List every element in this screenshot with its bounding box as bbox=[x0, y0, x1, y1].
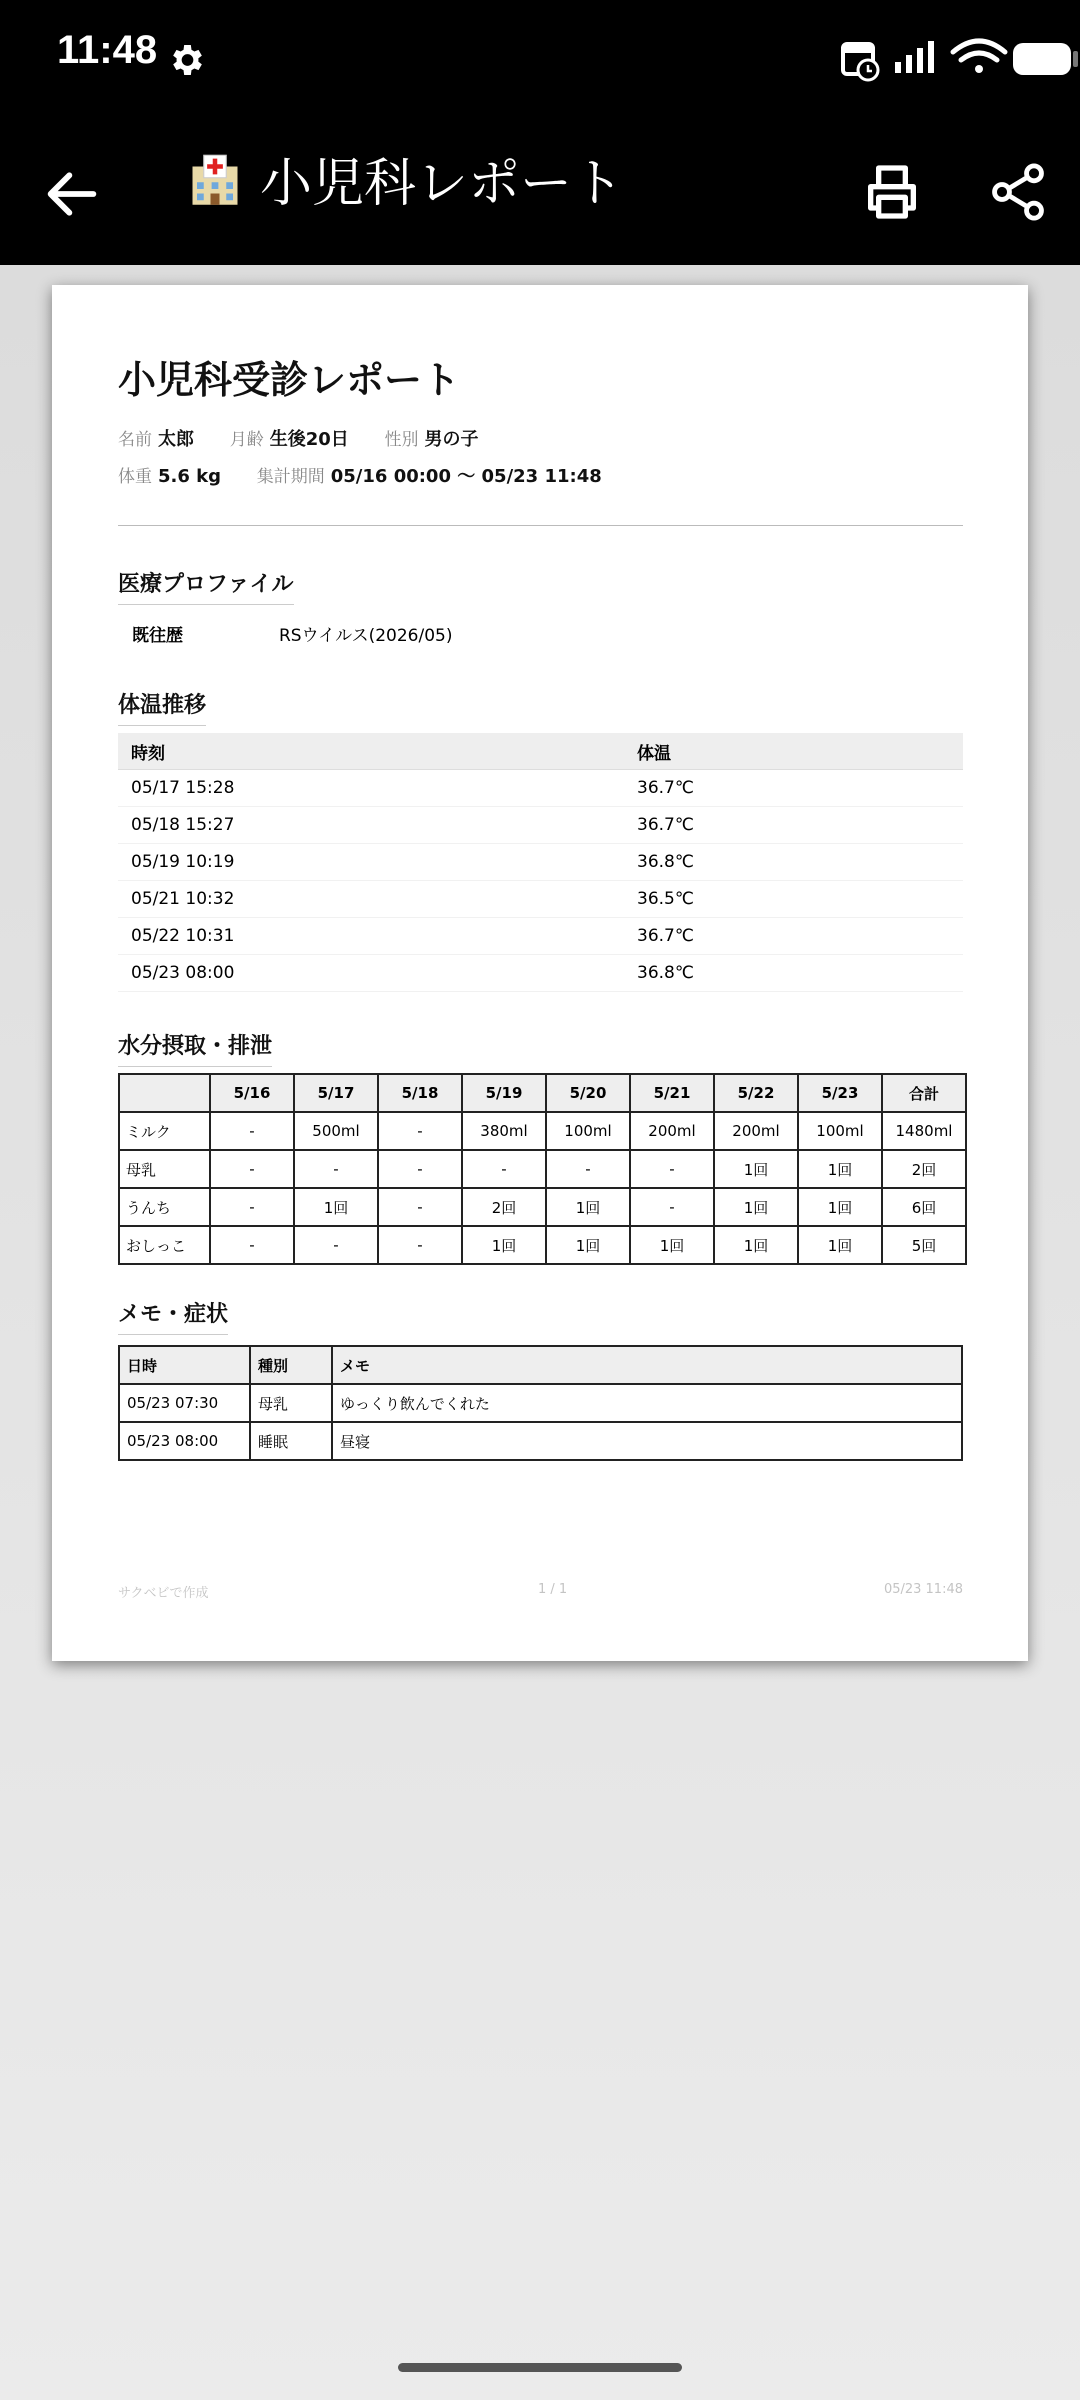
table-cell: - bbox=[630, 1150, 714, 1188]
table-cell: 380ml bbox=[462, 1112, 546, 1150]
table-cell: - bbox=[378, 1188, 462, 1226]
fluids-heading: 水分摂取・排泄 bbox=[118, 1029, 272, 1067]
sex-value: 男の子 bbox=[424, 429, 479, 450]
table-cell: - bbox=[546, 1150, 630, 1188]
table-cell: 36.7℃ bbox=[624, 918, 963, 955]
table-header-row bbox=[119, 1074, 966, 1112]
weight-value: 5.6 kg bbox=[158, 466, 222, 487]
table-cell: 母乳 bbox=[250, 1384, 332, 1422]
table-cell: 母乳 bbox=[119, 1150, 210, 1188]
table-row bbox=[119, 1188, 966, 1226]
table-row bbox=[118, 955, 963, 992]
column-header: 5/22 bbox=[714, 1074, 798, 1112]
table-cell: - bbox=[378, 1112, 462, 1150]
table-cell: - bbox=[378, 1226, 462, 1264]
table-cell: 1回 bbox=[714, 1150, 798, 1188]
table-cell: 05/22 10:31 bbox=[118, 918, 624, 955]
table-header-row bbox=[118, 733, 963, 770]
column-header: 5/21 bbox=[630, 1074, 714, 1112]
table-cell: おしっこ bbox=[119, 1226, 210, 1264]
table-cell: 36.8℃ bbox=[624, 955, 963, 992]
table-cell: 05/23 08:00 bbox=[119, 1422, 250, 1460]
column-header: 5/20 bbox=[546, 1074, 630, 1112]
table-header-row bbox=[119, 1346, 962, 1384]
calendar-alarm-icon bbox=[843, 44, 878, 80]
table-cell: 5回 bbox=[882, 1226, 966, 1264]
table-cell: 200ml bbox=[714, 1112, 798, 1150]
table-row bbox=[118, 918, 963, 955]
signal-icon bbox=[895, 41, 934, 73]
table-cell: - bbox=[210, 1226, 294, 1264]
table-cell: 1回 bbox=[462, 1226, 546, 1264]
column-header: 合計 bbox=[882, 1074, 966, 1112]
battery-icon bbox=[1013, 43, 1078, 75]
table-cell: 05/23 07:30 bbox=[119, 1384, 250, 1422]
profile-heading: 医療プロファイル bbox=[118, 567, 294, 605]
table-cell: 2回 bbox=[462, 1188, 546, 1226]
table-cell: - bbox=[462, 1150, 546, 1188]
meta-row-2 bbox=[118, 462, 963, 488]
table-cell: 1回 bbox=[798, 1226, 882, 1264]
pdf-viewer[interactable] bbox=[0, 265, 1080, 2400]
table-cell: 100ml bbox=[798, 1112, 882, 1150]
fluids-table bbox=[118, 1073, 967, 1265]
home-gesture-handle[interactable] bbox=[398, 2363, 682, 2372]
table-cell: 200ml bbox=[630, 1112, 714, 1150]
memo-table bbox=[118, 1345, 963, 1461]
app-bar bbox=[0, 118, 1080, 265]
weight-label: 体重 bbox=[118, 467, 152, 487]
age-label: 月齢 bbox=[229, 430, 264, 450]
table-cell: 1回 bbox=[714, 1226, 798, 1264]
report-title: 小児科受診レポート bbox=[118, 358, 461, 402]
table-cell: - bbox=[210, 1150, 294, 1188]
report-page bbox=[52, 285, 1028, 1661]
name-label: 名前 bbox=[118, 430, 152, 450]
table-row bbox=[119, 1112, 966, 1150]
temperature-heading: 体温推移 bbox=[118, 688, 206, 726]
table-cell: 1回 bbox=[630, 1226, 714, 1264]
column-header: 5/23 bbox=[798, 1074, 882, 1112]
column-header bbox=[119, 1074, 210, 1112]
table-cell: 100ml bbox=[546, 1112, 630, 1150]
footer-credit: サクベビで作成 bbox=[118, 1586, 209, 1601]
table-cell: 1回 bbox=[714, 1188, 798, 1226]
footer-timestamp: 05/23 11:48 bbox=[883, 1582, 963, 1597]
period-label: 集計期間 bbox=[256, 467, 325, 487]
table-row bbox=[118, 807, 963, 844]
hospital-icon bbox=[188, 153, 242, 207]
column-header: 5/16 bbox=[210, 1074, 294, 1112]
table-cell: 2回 bbox=[882, 1150, 966, 1188]
temperature-table bbox=[118, 733, 963, 992]
table-cell: 36.8℃ bbox=[624, 844, 963, 881]
footer-page-number: 1 / 1 bbox=[538, 1582, 568, 1597]
table-cell: - bbox=[210, 1188, 294, 1226]
column-header: 種別 bbox=[250, 1346, 332, 1384]
table-cell: うんち bbox=[119, 1188, 210, 1226]
column-header: 時刻 bbox=[118, 733, 624, 770]
share-icon[interactable] bbox=[986, 160, 1050, 224]
table-cell: 36.7℃ bbox=[624, 807, 963, 844]
sex-label: 性別 bbox=[384, 430, 419, 450]
column-header: 5/19 bbox=[462, 1074, 546, 1112]
table-row bbox=[119, 1150, 966, 1188]
period-value: 05/16 00:00 〜 05/23 11:48 bbox=[330, 466, 602, 487]
table-cell: - bbox=[630, 1188, 714, 1226]
table-cell: 6回 bbox=[882, 1188, 966, 1226]
divider bbox=[118, 525, 963, 526]
table-cell: 1回 bbox=[546, 1188, 630, 1226]
table-cell: 05/18 15:27 bbox=[118, 807, 624, 844]
name-value: 太郎 bbox=[158, 429, 194, 450]
print-icon[interactable] bbox=[860, 160, 924, 224]
table-cell: 05/23 08:00 bbox=[118, 955, 624, 992]
status-bar bbox=[0, 0, 1080, 118]
column-header: 5/18 bbox=[378, 1074, 462, 1112]
table-cell: 500ml bbox=[294, 1112, 378, 1150]
column-header: 体温 bbox=[624, 733, 963, 770]
status-icons bbox=[840, 0, 1080, 118]
table-row bbox=[118, 770, 963, 807]
table-row bbox=[119, 1384, 962, 1422]
table-cell: ゆっくり飲んでくれた bbox=[332, 1384, 962, 1422]
table-cell: 睡眠 bbox=[250, 1422, 332, 1460]
table-cell: 1回 bbox=[546, 1226, 630, 1264]
table-cell: - bbox=[378, 1150, 462, 1188]
table-cell: - bbox=[210, 1112, 294, 1150]
table-cell: 36.5℃ bbox=[624, 881, 963, 918]
table-row bbox=[119, 1226, 966, 1264]
status-time: 11:48 bbox=[57, 28, 158, 72]
table-row bbox=[119, 1422, 962, 1460]
settings-gear-icon bbox=[166, 40, 206, 80]
column-header: メモ bbox=[332, 1346, 962, 1384]
app-bar-title-text: 小児科レポート bbox=[260, 154, 625, 214]
table-row bbox=[118, 881, 963, 918]
app-bar-title bbox=[188, 148, 624, 220]
column-header: 5/17 bbox=[294, 1074, 378, 1112]
history-label: 既往歴 bbox=[132, 626, 183, 646]
table-cell: 05/19 10:19 bbox=[118, 844, 624, 881]
table-cell: 36.7℃ bbox=[624, 770, 963, 807]
table-cell: 昼寝 bbox=[332, 1422, 962, 1460]
table-cell: 1480ml bbox=[882, 1112, 966, 1150]
table-cell: ミルク bbox=[119, 1112, 210, 1150]
table-cell: - bbox=[294, 1150, 378, 1188]
table-cell: 1回 bbox=[798, 1188, 882, 1226]
memo-heading: メモ・症状 bbox=[118, 1297, 228, 1335]
table-cell: 05/21 10:32 bbox=[118, 881, 624, 918]
table-cell: 05/17 15:28 bbox=[118, 770, 624, 807]
history-value: RSウイルス(2026/05) bbox=[279, 626, 453, 646]
meta-row-1 bbox=[118, 425, 963, 451]
table-cell: 1回 bbox=[294, 1188, 378, 1226]
wifi-icon bbox=[953, 41, 1005, 73]
column-header: 日時 bbox=[119, 1346, 250, 1384]
back-arrow-icon[interactable] bbox=[40, 162, 104, 226]
table-cell: - bbox=[294, 1226, 378, 1264]
table-row bbox=[118, 844, 963, 881]
table-cell: 1回 bbox=[798, 1150, 882, 1188]
age-value: 生後20日 bbox=[269, 429, 349, 450]
